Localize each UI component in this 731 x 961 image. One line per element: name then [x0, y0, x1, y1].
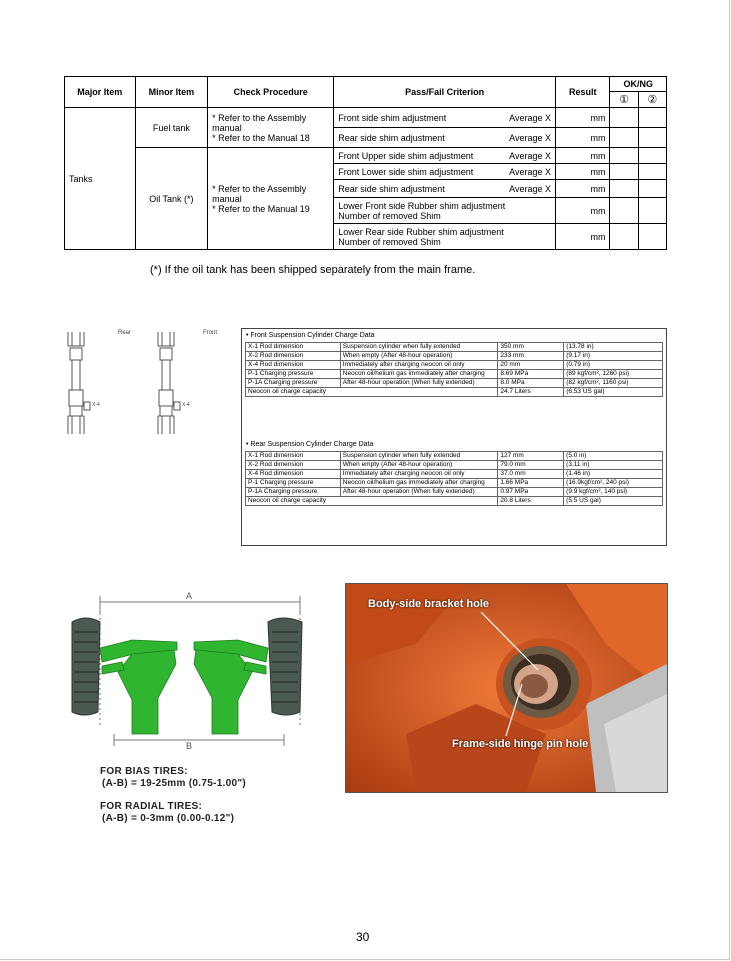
- capacity-value: 20.8 Liters: [498, 497, 564, 506]
- alignment-drawing: [62, 588, 312, 758]
- header-major-item: Major Item: [65, 77, 136, 108]
- charge-cell: X-2 Rod dimension: [246, 461, 341, 470]
- ok-ng-cell-1[interactable]: [610, 128, 638, 148]
- result-cell[interactable]: mm: [556, 224, 610, 250]
- result-cell[interactable]: mm: [556, 198, 610, 224]
- cylinder-drawing: [60, 328, 240, 448]
- charge-cell: Immediately after charging neocon oil only: [340, 361, 498, 370]
- charge-row: [246, 488, 663, 497]
- radial-tires-spec: [100, 801, 234, 825]
- suspension-cylinder-diagram: [60, 328, 240, 448]
- charge-row: [246, 379, 663, 388]
- ok-ng-cell-1[interactable]: [610, 180, 638, 198]
- inspection-table: [64, 76, 667, 250]
- capacity-label: Neocon oil charge capacity: [246, 497, 498, 506]
- charge-cell: 8.69 MPa: [498, 370, 564, 379]
- front-charge-table: [245, 342, 663, 397]
- average-label: Average X: [509, 166, 552, 177]
- charge-cell: X-1 Rod dimension: [246, 452, 341, 461]
- ok-ng-cell-2[interactable]: [638, 148, 666, 164]
- charge-cell: P-1 Charging pressure: [246, 370, 341, 379]
- result-cell[interactable]: mm: [556, 128, 610, 148]
- page-number: 30: [356, 930, 370, 944]
- ok-ng-cell-1[interactable]: [610, 198, 638, 224]
- bias-value: (A-B) = 19-25mm (0.75-1.00"): [102, 778, 247, 789]
- radial-value: (A-B) = 0-3mm (0.00-0.12"): [102, 813, 235, 824]
- wheel-alignment-diagram: [62, 588, 312, 758]
- x4-label: X-4: [182, 402, 190, 408]
- header-check-procedure: Check Procedure: [208, 77, 334, 108]
- radial-title: FOR RADIAL TIRES:: [100, 801, 203, 812]
- ok-ng-cell-2[interactable]: [638, 198, 666, 224]
- charge-cell: P-1A Charging pressure: [246, 488, 341, 497]
- criterion-cell: [334, 148, 556, 164]
- average-label: Average X: [509, 183, 552, 194]
- charge-cell: X-4 Rod dimension: [246, 361, 341, 370]
- result-cell[interactable]: mm: [556, 180, 610, 198]
- charge-row: [246, 370, 663, 379]
- charge-cell: (9.9 kgf/cm², 140 psi): [564, 488, 663, 497]
- charge-data-box: [241, 328, 667, 546]
- charge-cell: (0.79 in): [564, 361, 663, 370]
- criterion-text: Lower Rear side Rubber shim adjustment: [338, 226, 504, 237]
- criterion-cell: [334, 224, 556, 250]
- charge-row: [246, 479, 663, 488]
- caption-hinge-pin-hole: Frame-side hinge pin hole: [452, 738, 589, 750]
- charge-row: [246, 352, 663, 361]
- charge-cell: X-2 Rod dimension: [246, 352, 341, 361]
- rear-label: Rear: [118, 330, 132, 336]
- x4-label: X-4: [92, 402, 100, 408]
- ok-ng-cell-1[interactable]: [610, 108, 638, 128]
- ok-ng-cell-2[interactable]: [638, 128, 666, 148]
- result-cell[interactable]: mm: [556, 148, 610, 164]
- charge-row: [246, 470, 663, 479]
- charge-cell: X-4 Rod dimension: [246, 470, 341, 479]
- major-item-tanks: Tanks: [65, 108, 136, 250]
- procedure-fuel: [208, 108, 334, 148]
- capacity-value: (5.5 US gal): [564, 497, 663, 506]
- procedure-oil: [208, 148, 334, 250]
- ok-ng-cell-2[interactable]: [638, 108, 666, 128]
- charge-cell: Immediately after charging neocon oil only: [340, 470, 498, 479]
- charge-row: [246, 361, 663, 370]
- capacity-label: Neocon oil charge capacity: [246, 388, 498, 397]
- criterion-subtext: Number of removed Shim: [338, 236, 441, 247]
- charge-cell: 8.0 MPa: [498, 379, 564, 388]
- charge-cell: After 48-hour operation (When fully extended): [340, 379, 498, 388]
- result-cell[interactable]: mm: [556, 108, 610, 128]
- header-result: Result: [556, 77, 610, 108]
- bias-tires-spec: [100, 766, 246, 790]
- procedure-line: * Refer to the Assembly manual: [212, 112, 307, 133]
- charge-cell: 233 mm: [498, 352, 564, 361]
- ok-ng-cell-1[interactable]: [610, 164, 638, 180]
- front-charge-title: • Front Suspension Cylinder Charge Data: [246, 332, 375, 339]
- minor-item-fuel: Fuel tank: [135, 108, 208, 148]
- criterion-text: Front side shim adjustment: [338, 112, 447, 123]
- charge-cell: When empty (After 48-hour operation): [340, 461, 498, 470]
- ok-ng-cell-2[interactable]: [638, 180, 666, 198]
- criterion-subtext: Number of removed Shim: [338, 210, 441, 221]
- charge-row: [246, 343, 663, 352]
- charge-capacity-row: [246, 497, 663, 506]
- caption-bracket-hole: Body-side bracket hole: [368, 598, 490, 610]
- rear-charge-table: [245, 451, 663, 506]
- charge-cell: (82 kgf/cm², 1160 psi): [564, 379, 663, 388]
- charge-cell: 79.0 mm: [498, 461, 564, 470]
- average-label: Average X: [509, 112, 552, 123]
- charge-cell: (16.9kgf/cm², 240 psi): [564, 479, 663, 488]
- charge-cell: Neocon oil/helium gas immediately after charging: [340, 370, 498, 379]
- procedure-line: * Refer to the Assembly manual: [212, 183, 307, 204]
- charge-cell: Neocon oil/helium gas immediately after charging: [340, 479, 498, 488]
- header-col1: ①: [610, 92, 638, 108]
- criterion-text: Front Upper side shim adjustment: [338, 150, 474, 161]
- hinge-photo: [345, 583, 668, 793]
- dimension-a-label: A: [186, 591, 193, 601]
- procedure-line: * Refer to the Manual 19: [212, 203, 310, 214]
- criterion-text: Rear side shim adjustment: [338, 183, 445, 194]
- result-cell[interactable]: mm: [556, 164, 610, 180]
- charge-row: [246, 452, 663, 461]
- criterion-cell: [334, 198, 556, 224]
- charge-cell: After 48-hour operation (When fully extended): [340, 488, 498, 497]
- charge-cell: 350 mm: [498, 343, 564, 352]
- charge-cell: (3.11 in): [564, 461, 663, 470]
- front-label: Front: [203, 330, 218, 336]
- criterion-cell: [334, 164, 556, 180]
- charge-cell: 1.66 MPa: [498, 479, 564, 488]
- ok-ng-cell-1[interactable]: [610, 224, 638, 250]
- header-criterion: Pass/Fail Criterion: [334, 77, 556, 108]
- charge-cell: (9.17 in): [564, 352, 663, 361]
- charge-cell: Suspension cylinder when fully extended: [340, 343, 498, 352]
- header-minor-item: Minor Item: [135, 77, 208, 108]
- criterion-cell: [334, 108, 556, 128]
- bias-title: FOR BIAS TIRES:: [100, 766, 188, 777]
- charge-cell: 37.0 mm: [498, 470, 564, 479]
- ok-ng-cell-2[interactable]: [638, 164, 666, 180]
- header-ok-ng: OK/NG: [610, 77, 667, 92]
- criterion-cell: [334, 128, 556, 148]
- photo-drawing: [346, 584, 667, 792]
- charge-cell: (1.46 in): [564, 470, 663, 479]
- criterion-text: Rear side shim adjustment: [338, 132, 445, 143]
- ok-ng-cell-2[interactable]: [638, 224, 666, 250]
- charge-cell: 0.97 MPa: [498, 488, 564, 497]
- charge-row: [246, 461, 663, 470]
- charge-cell: (13.78 in): [564, 343, 663, 352]
- charge-cell: P-1A Charging pressure: [246, 379, 341, 388]
- charge-cell: 20 mm: [498, 361, 564, 370]
- minor-item-oil: Oil Tank (*): [135, 148, 208, 250]
- rear-charge-title: • Rear Suspension Cylinder Charge Data: [246, 441, 374, 448]
- charge-capacity-row: [246, 388, 663, 397]
- criterion-cell: [334, 180, 556, 198]
- charge-cell: P-1 Charging pressure: [246, 479, 341, 488]
- charge-cell: 127 mm: [498, 452, 564, 461]
- charge-cell: Suspension cylinder when fully extended: [340, 452, 498, 461]
- dimension-b-label: B: [186, 741, 193, 751]
- charge-cell: (5.0 in): [564, 452, 663, 461]
- capacity-value: 24.7 Liters: [498, 388, 564, 397]
- charge-cell: (89 kgf/cm², 1260 psi): [564, 370, 663, 379]
- capacity-value: (6.53 US gal): [564, 388, 663, 397]
- header-col2: ②: [638, 92, 666, 108]
- average-label: Average X: [509, 150, 552, 161]
- criterion-text: Front Lower side shim adjustment: [338, 166, 474, 177]
- average-label: Average X: [509, 132, 552, 143]
- charge-cell: X-1 Rod dimension: [246, 343, 341, 352]
- procedure-line: * Refer to the Manual 18: [212, 132, 310, 143]
- ok-ng-cell-1[interactable]: [610, 148, 638, 164]
- footnote: (*) If the oil tank has been shipped separately from the main frame.: [150, 264, 476, 276]
- charge-cell: When empty (After 48-hour operation): [340, 352, 498, 361]
- criterion-text: Lower Front side Rubber shim adjustment: [338, 200, 506, 211]
